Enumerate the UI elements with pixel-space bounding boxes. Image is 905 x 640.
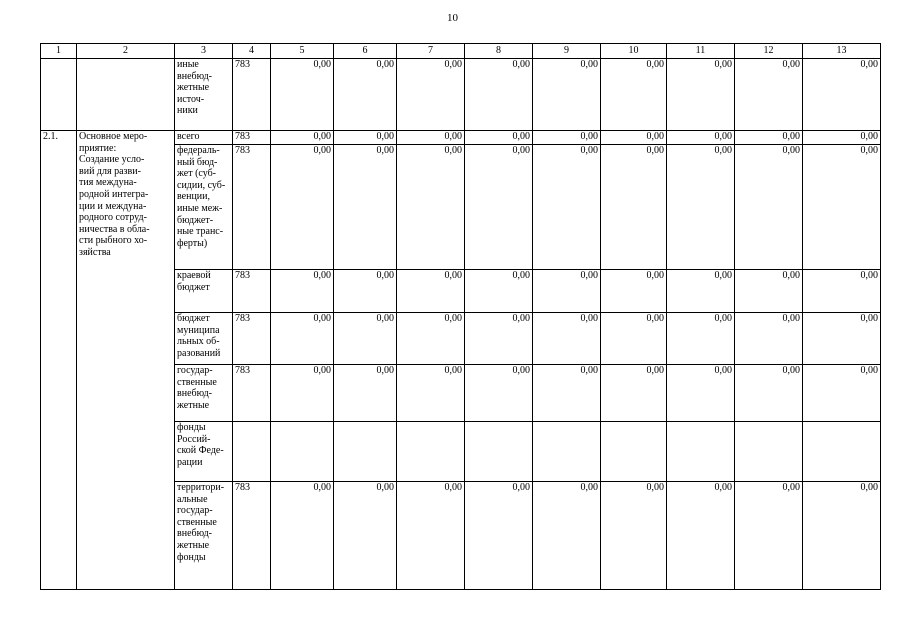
amount-cell xyxy=(271,422,334,482)
funding-source: краевой бюджет xyxy=(175,270,233,313)
amount-cell: 0,00 xyxy=(735,365,803,422)
column-header: 13 xyxy=(803,44,881,59)
amount-cell: 0,00 xyxy=(271,270,334,313)
funding-source: государ- ственные внебюд- жетные xyxy=(175,365,233,422)
amount-cell: 0,00 xyxy=(803,365,881,422)
column-header: 3 xyxy=(175,44,233,59)
table-row xyxy=(41,59,881,131)
amount-cell: 0,00 xyxy=(271,313,334,365)
table-row xyxy=(41,131,881,145)
amount-cell xyxy=(465,422,533,482)
amount-cell: 0,00 xyxy=(533,482,601,590)
amount-cell: 0,00 xyxy=(397,365,465,422)
amount-cell: 0,00 xyxy=(803,145,881,270)
column-header: 7 xyxy=(397,44,465,59)
amount-cell: 0,00 xyxy=(334,313,397,365)
amount-cell: 0,00 xyxy=(667,313,735,365)
budget-code: 783 xyxy=(233,131,271,145)
amount-cell: 0,00 xyxy=(397,59,465,131)
amount-cell: 0,00 xyxy=(271,482,334,590)
amount-cell: 0,00 xyxy=(601,131,667,145)
amount-cell: 0,00 xyxy=(803,270,881,313)
amount-cell: 0,00 xyxy=(667,365,735,422)
amount-cell: 0,00 xyxy=(735,59,803,131)
amount-cell: 0,00 xyxy=(601,145,667,270)
amount-cell: 0,00 xyxy=(465,131,533,145)
amount-cell: 0,00 xyxy=(334,145,397,270)
amount-cell: 0,00 xyxy=(667,145,735,270)
amount-cell: 0,00 xyxy=(271,145,334,270)
amount-cell: 0,00 xyxy=(533,313,601,365)
amount-cell: 0,00 xyxy=(533,270,601,313)
column-header: 1 xyxy=(41,44,77,59)
amount-cell: 0,00 xyxy=(667,270,735,313)
funding-source: федераль- ный бюд- жет (суб- сидии, суб- венции, иные меж- бюджет- ные транс- ферты) xyxy=(175,145,233,270)
amount-cell xyxy=(533,422,601,482)
amount-cell: 0,00 xyxy=(601,270,667,313)
amount-cell: 0,00 xyxy=(397,270,465,313)
header-row xyxy=(41,44,881,59)
amount-cell: 0,00 xyxy=(465,313,533,365)
amount-cell: 0,00 xyxy=(601,59,667,131)
measure-index: 2.1. xyxy=(41,131,77,590)
funding-source: иные внебюд- жетные источ- ники xyxy=(175,59,233,131)
amount-cell: 0,00 xyxy=(735,145,803,270)
amount-cell: 0,00 xyxy=(334,59,397,131)
amount-cell: 0,00 xyxy=(465,59,533,131)
index-cell xyxy=(41,59,77,131)
amount-cell: 0,00 xyxy=(601,365,667,422)
amount-cell xyxy=(735,422,803,482)
budget-code: 783 xyxy=(233,313,271,365)
amount-cell: 0,00 xyxy=(271,365,334,422)
column-header: 11 xyxy=(667,44,735,59)
budget-code xyxy=(233,422,271,482)
amount-cell: 0,00 xyxy=(334,482,397,590)
amount-cell: 0,00 xyxy=(465,145,533,270)
amount-cell: 0,00 xyxy=(397,313,465,365)
amount-cell: 0,00 xyxy=(465,365,533,422)
funding-source: всего xyxy=(175,131,233,145)
budget-code: 783 xyxy=(233,270,271,313)
amount-cell: 0,00 xyxy=(601,482,667,590)
amount-cell: 0,00 xyxy=(667,482,735,590)
amount-cell: 0,00 xyxy=(271,131,334,145)
amount-cell: 0,00 xyxy=(271,59,334,131)
amount-cell: 0,00 xyxy=(803,482,881,590)
amount-cell: 0,00 xyxy=(601,313,667,365)
budget-code: 783 xyxy=(233,365,271,422)
amount-cell: 0,00 xyxy=(803,59,881,131)
amount-cell: 0,00 xyxy=(533,145,601,270)
column-header: 5 xyxy=(271,44,334,59)
amount-cell: 0,00 xyxy=(735,482,803,590)
amount-cell: 0,00 xyxy=(735,270,803,313)
table-body xyxy=(41,59,881,590)
column-header: 10 xyxy=(601,44,667,59)
amount-cell: 0,00 xyxy=(397,145,465,270)
amount-cell: 0,00 xyxy=(397,131,465,145)
measure-name: Основное меро- приятие: Создание усло- вий для разви- тия междуна- родной интегра- ции и междуна- родного сотруд- ничества в обла- сти рыбного хо- зяйства xyxy=(77,131,175,590)
amount-cell: 0,00 xyxy=(334,365,397,422)
amount-cell: 0,00 xyxy=(803,131,881,145)
column-header: 6 xyxy=(334,44,397,59)
amount-cell xyxy=(803,422,881,482)
budget-code: 783 xyxy=(233,59,271,131)
amount-cell xyxy=(334,422,397,482)
amount-cell: 0,00 xyxy=(465,482,533,590)
amount-cell xyxy=(397,422,465,482)
funding-source: бюджет муниципа льных об- разований xyxy=(175,313,233,365)
amount-cell: 0,00 xyxy=(735,131,803,145)
amount-cell xyxy=(601,422,667,482)
budget-code: 783 xyxy=(233,482,271,590)
funding-source: фонды Россий- ской Феде- рации xyxy=(175,422,233,482)
column-header: 8 xyxy=(465,44,533,59)
amount-cell: 0,00 xyxy=(334,131,397,145)
amount-cell: 0,00 xyxy=(533,365,601,422)
budget-code: 783 xyxy=(233,145,271,270)
amount-cell: 0,00 xyxy=(667,59,735,131)
column-header: 9 xyxy=(533,44,601,59)
amount-cell: 0,00 xyxy=(803,313,881,365)
amount-cell: 0,00 xyxy=(465,270,533,313)
amount-cell: 0,00 xyxy=(397,482,465,590)
amount-cell: 0,00 xyxy=(533,131,601,145)
amount-cell: 0,00 xyxy=(533,59,601,131)
amount-cell: 0,00 xyxy=(735,313,803,365)
table-header xyxy=(41,44,881,59)
budget-table xyxy=(40,43,881,590)
amount-cell: 0,00 xyxy=(667,131,735,145)
column-header: 4 xyxy=(233,44,271,59)
column-header: 2 xyxy=(77,44,175,59)
measure-name-cell xyxy=(77,59,175,131)
amount-cell: 0,00 xyxy=(334,270,397,313)
column-header: 12 xyxy=(735,44,803,59)
page-number: 10 xyxy=(447,12,458,24)
amount-cell xyxy=(667,422,735,482)
funding-source: территори- альные государ- ственные внебюд- жетные фонды xyxy=(175,482,233,590)
